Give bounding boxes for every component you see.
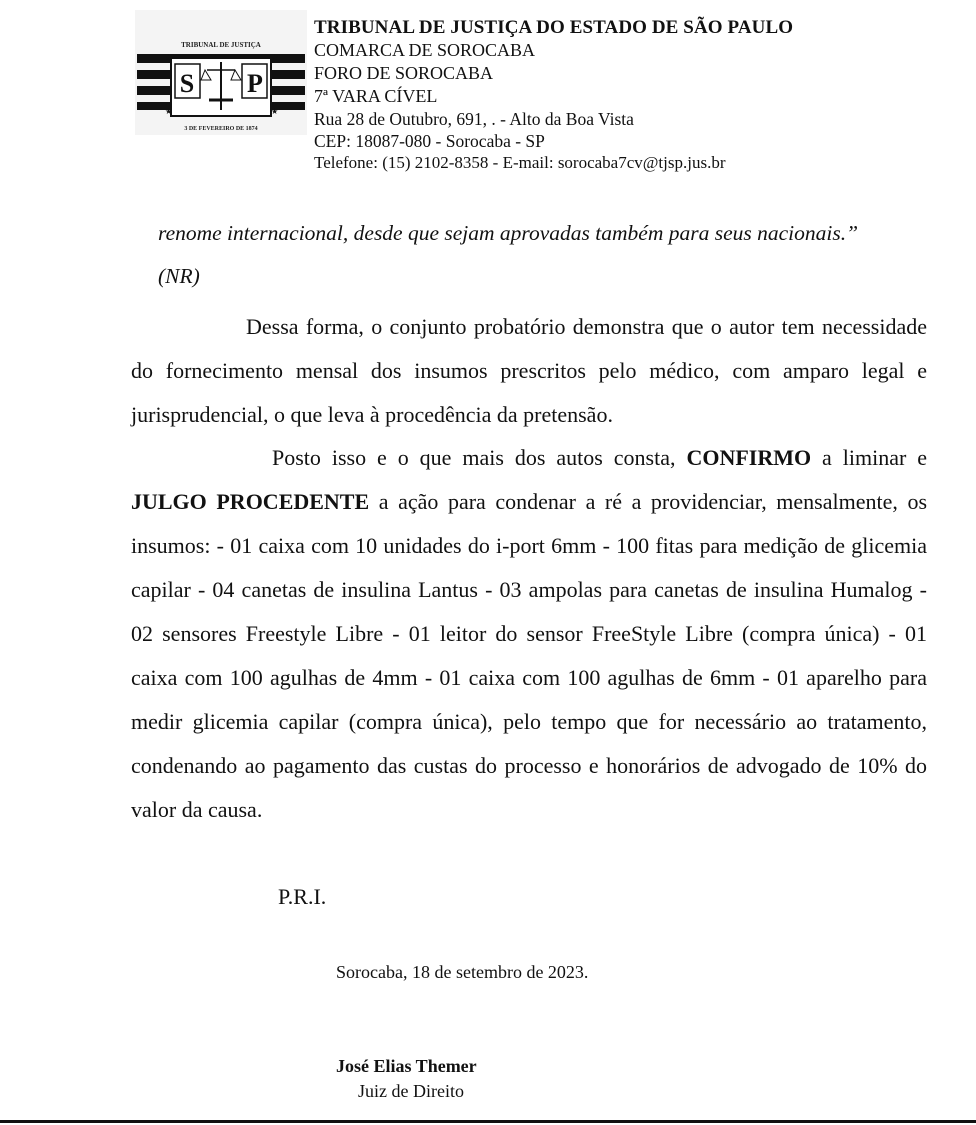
svg-text:★: ★	[271, 107, 279, 116]
logo-letter-s: S	[179, 69, 195, 98]
signature-block	[336, 1054, 477, 1104]
logo-bottom-text: 3 DE FEVEREIRO DE 1874	[184, 126, 258, 132]
judge-name: José Elias Themer	[336, 1056, 477, 1076]
ruling-julgo-procedente: JULGO PROCEDENTE	[131, 489, 370, 514]
vara: 7ª VARA CÍVEL	[314, 86, 438, 106]
document-date: Sorocaba, 18 de setembro de 2023.	[336, 962, 589, 982]
quote-nr: (NR)	[158, 264, 200, 288]
tjsp-logo	[135, 10, 307, 135]
contact-line: Telefone: (15) 2102-8358 - E-mail: sorocaba7cv@tjsp.jus.br	[314, 153, 726, 172]
ruling-text-1: Posto isso e o que mais dos autos consta,	[272, 445, 687, 470]
ruling-confirmo: CONFIRMO	[686, 445, 812, 470]
quote-block	[158, 212, 938, 298]
logo-letter-p: P	[247, 69, 263, 98]
svg-text:★: ★	[165, 53, 173, 62]
foro: FORO DE SOROCABA	[314, 63, 494, 83]
address: Rua 28 de Outubro, 691, . - Alto da Boa Vista	[314, 109, 634, 129]
svg-text:★: ★	[165, 107, 173, 116]
paragraph-evidence-text: Dessa forma, o conjunto probatório demonstra que o autor tem necessidade do fornecimento mensal dos insumos prescritos pelo médico, com amparo legal e jurisprudencial, o que leva à procedência da pretensão.	[131, 314, 927, 427]
ruling-text-2: a liminar e	[811, 445, 927, 470]
quote-line: renome internacional, desde que sejam aprovadas também para seus nacionais.”	[158, 221, 859, 245]
paragraph-ruling	[131, 436, 927, 832]
logo-top-text: TRIBUNAL DE JUSTIÇA	[181, 41, 261, 49]
ruling-text-3: a ação para condenar a ré a providenciar, mensalmente, os insumos: - 01 caixa com 10 unidades do i-port 6mm - 100 fitas para medição de glicemia capilar - 04 canetas de insulina Lantus - 03 ampolas para canetas de insulina Humalog - 02 sensores Freestyle Libre - 01 leitor do sensor FreeStyle Libre (compra única) - 01 caixa com 100 agulhas de 4mm - 01 caixa com 100 agulhas de 6mm - 01 aparelho para medir glicemia capilar (compra única), pelo tempo que for necessário ao tratamento, condenando ao pagamento das custas do processo e honorários de advogado de 10% do valor da causa.	[131, 489, 927, 822]
svg-text:★: ★	[271, 53, 279, 62]
pri-mark: P.R.I.	[278, 884, 327, 909]
judge-role: Juiz de Direito	[358, 1081, 464, 1101]
court-name: TRIBUNAL DE JUSTIÇA DO ESTADO DE SÃO PAULO	[314, 17, 794, 38]
comarca: COMARCA DE SOROCABA	[314, 40, 536, 60]
court-header	[314, 16, 793, 174]
paragraph-evidence	[131, 305, 927, 437]
cep: CEP: 18087-080 - Sorocaba - SP	[314, 131, 545, 151]
bottom-rule	[0, 1120, 976, 1123]
